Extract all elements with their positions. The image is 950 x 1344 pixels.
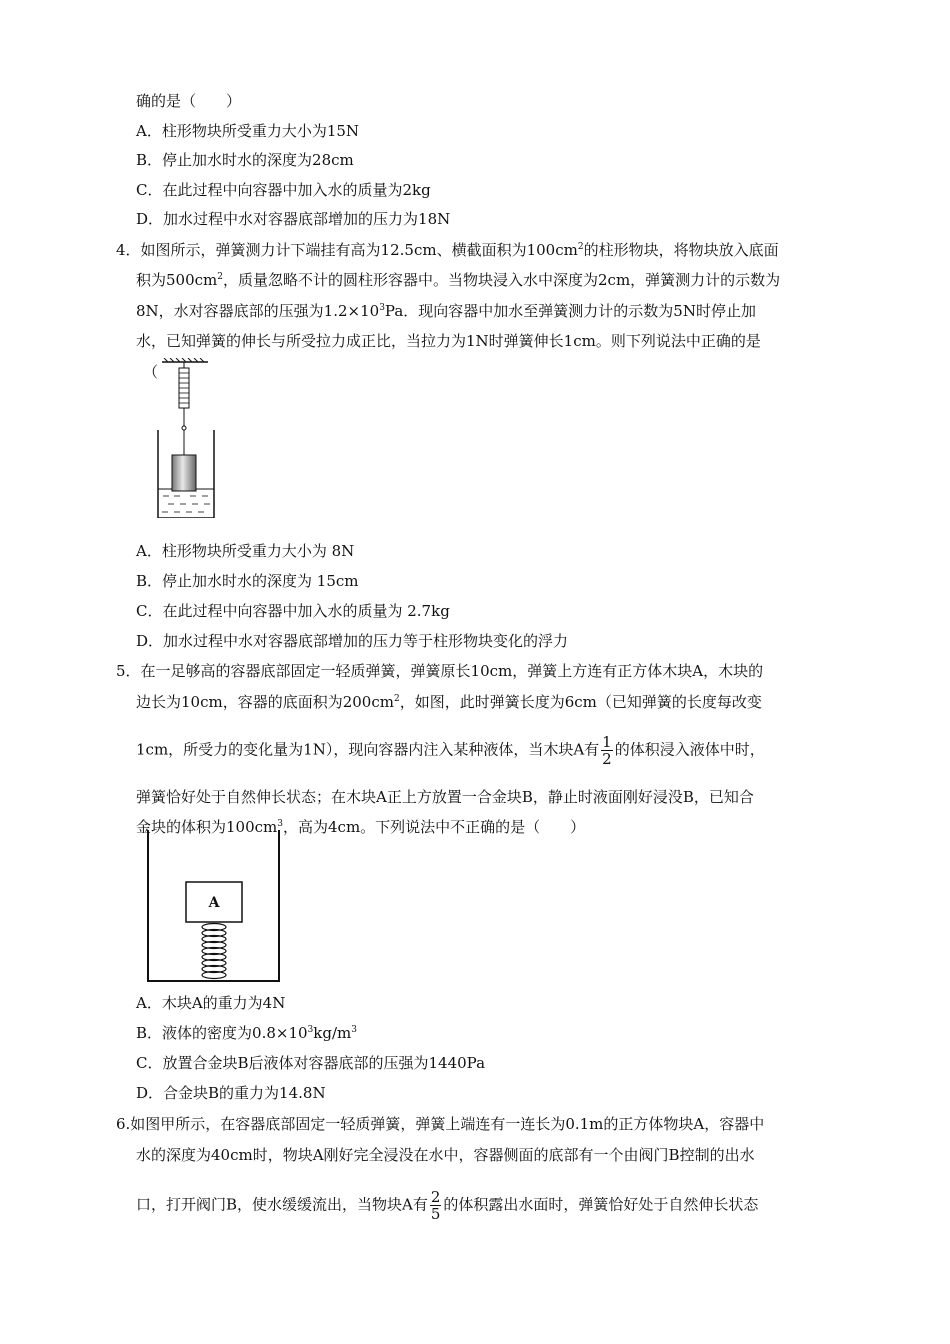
q3-stem-end: 确的是（ ） <box>136 92 242 110</box>
q5-option-c: C．放置合金块B后液体对容器底部的压强为1440Pa <box>136 1054 486 1072</box>
q4-stem-line1: 4．如图所示，弹簧测力计下端挂有高为12.5cm、横截面积为$100cm^2$的柱形物块，将物块放入底面 <box>116 241 779 259</box>
q5-option-a: A．木块A的重力为4N <box>136 994 286 1012</box>
q6-stem-line2: 水的深度为40cm时，物块A刚好完全浸没在水中，容器侧面的底部有一个由阀门B控制的出水 <box>136 1146 755 1164</box>
q5-stem-line2: 边长为10cm，容器的底面积为$200cm^2$，如图，此时弹簧长度为6cm（已知弹簧的长度每改变 <box>136 693 762 711</box>
q3-option-a: A．柱形物块所受重力大小为15N <box>136 122 360 140</box>
q3-option-b: B．停止加水时水的深度为28cm <box>136 151 354 169</box>
q4-stem-line2: 积为$500cm^2$，质量忽略不计的圆柱形容器中。当物块浸入水中深度为2cm，弹簧测力计的示数为 <box>136 271 781 289</box>
q4-stem-line5: （ <box>143 363 159 381</box>
q4-option-d: D．加水过程中水对容器底部增加的压力等于柱形物块变化的浮力 <box>136 632 569 650</box>
q5-option-d: D．合金块B的重力为14.8N <box>136 1084 326 1102</box>
q4-stem-line4: 水，已知弹簧的伸长与所受拉力成正比，当拉力为1N时弹簧伸长1cm。则下列说法中正确的是 <box>136 332 761 350</box>
q4-stem-line3: 8N，水对容器底部的压强为$1.2\times 10^3Pa$．现向容器中加水至弹簧测力计的示数为5N时停止加 <box>136 302 756 320</box>
q4-spring-scale-figure <box>150 358 230 518</box>
q5-stem-line4: 弹簧恰好处于自然伸长状态；在木块A正上方放置一合金块B，静止时液面刚好浸没B，已知合 <box>136 788 754 806</box>
q5-block-label: A <box>208 895 220 911</box>
q5-fraction: $\frac{1}{2}$ <box>602 733 612 768</box>
q6-stem-line3: 口，打开阀门B，使水缓缓流出，当物块A有 $\frac{2}{5}$ 的体积露出水面时，弹簧恰好处于自然伸长状态 <box>136 1188 759 1223</box>
q6-fraction: $\frac{2}{5}$ <box>430 1188 441 1223</box>
q4-option-b: B．停止加水时水的深度为 15cm <box>136 572 359 590</box>
q3-option-d: D．加水过程中水对容器底部增加的压力为18N <box>136 210 451 228</box>
q5-option-b: B．液体的密度为$0.8\times 10^3kg/m^3$ <box>136 1024 357 1042</box>
q5-stem-line1: 5．在一足够高的容器底部固定一轻质弹簧，弹簧原长10cm，弹簧上方连有正方体木块A，木块的 <box>116 662 764 680</box>
q5-block-spring-figure <box>146 830 282 984</box>
q4-option-c: C．在此过程中向容器中加入水的质量为 2.7kg <box>136 602 450 620</box>
q4-option-a: A．柱形物块所受重力大小为 8N <box>136 542 355 560</box>
q5-stem-line5: 金块的体积为$100cm^3$，高为4cm。下列说法中不正确的是（ ） <box>136 818 586 836</box>
q5-stem-line3: 1cm，所受力的变化量为1N），现向容器内注入某种液体，当木块A有 $\frac{1}{2}$ 的体积浸入液体中时， <box>136 733 765 768</box>
q3-option-c: C．在此过程中向容器中加入水的质量为2kg <box>136 181 431 199</box>
q6-stem-line1: 6.如图甲所示，在容器底部固定一轻质弹簧，弹簧上端连有一连长为0.1m的正方体物块A，容器中 <box>116 1115 765 1133</box>
